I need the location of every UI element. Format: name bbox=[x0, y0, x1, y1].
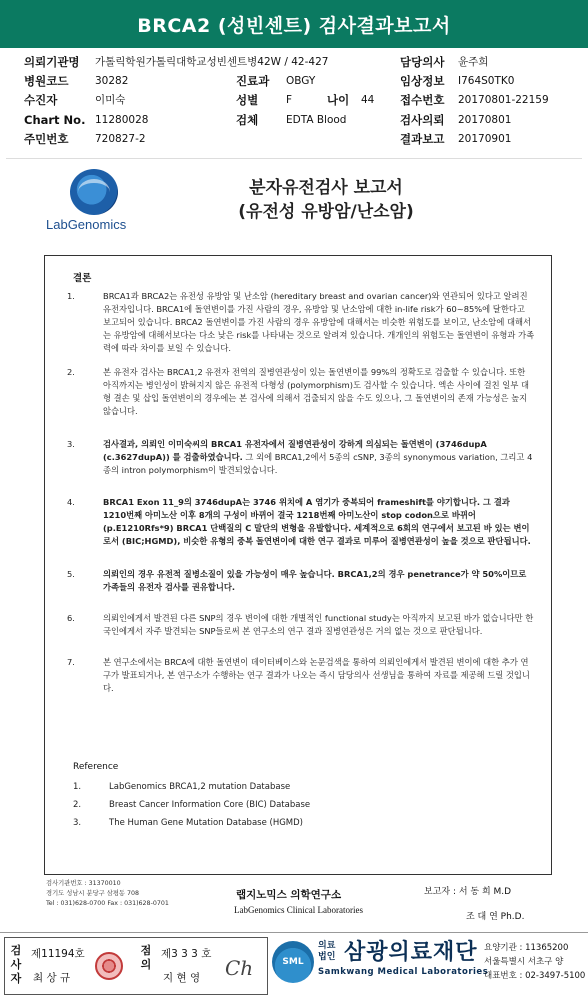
labgenomics-globe-icon bbox=[70, 169, 118, 215]
reporter-line-2: 조 대 연 Ph.D. bbox=[466, 912, 525, 922]
report-doc-subtitle: (유전성 유방암/난소암) bbox=[238, 202, 414, 222]
receipt-value: 20170801-22159 bbox=[458, 93, 549, 106]
reference-text: Breast Cancer Information Core (BIC) Database bbox=[109, 800, 311, 810]
reviewer-name: 지 현 영 bbox=[163, 972, 201, 984]
patient-info-grid bbox=[0, 52, 588, 148]
tester-name: 최 상 규 bbox=[33, 972, 71, 984]
info-row-4 bbox=[0, 110, 588, 129]
reporter-line: 보고자 : 서 동 희 M.D bbox=[424, 887, 512, 897]
report-title-bar bbox=[0, 0, 588, 48]
institution-value: 가톨릭학원가톨릭대학교성빈센트병42W / 42-427 bbox=[95, 56, 329, 68]
item-text: BRCA1과 BRCA2는 유전성 유방암 및 난소암 (hereditary breast and ovarian cancer)와 연관되어 있다고 알려진 유전자입니다. BRCA1에 돌연변이를 가진 사람의 경우, 유방암 및 난소암에 대한 in-life risk가 60~85%에 달한다고 보고되어 있습니다. BRCA2 돌연변이를 가진 사람의 경우 유방암에 대해서는 비슷한 위험도를 보이고, 난소암에 대해서는 유방암에 대해서보다는 다소 낮은 risk를 나타내는 것으로 알려져 있습니다. 개개인의 위험도는 돌연변이 유형과 가족력에 따라 차이를 보일 수 있습니다. bbox=[103, 291, 535, 353]
reference-number: 3. bbox=[73, 818, 82, 828]
patient-value: 이미숙 bbox=[95, 94, 126, 106]
item-text-bold: BRCA1 Exon 11_9의 3746dupA는 3746 위치에 A 염기가 중복되어 frameshift를 야기합니다. 그 결과 1210번째 아미노산 이후 8개의 구성이 바뀌어 결국 1218번째 아미노산이 stop codon으로 바뀌어 (p.E1210Rfs*9) BRCA1 단백질의 C 말단의 변형을 유발합니다. 세계적으로 6회의 연구에서 보고된 바 있는 변이로서 (BIC;HGMD), 비슷한 유형의 중복 돌연변이에 대한 연구 결과로 미루어 질병연관성이 높을 것으로 판단됩니다. bbox=[103, 497, 531, 546]
item-text: 본 유전자 검사는 BRCA1,2 유전자 전역의 질병연관성이 있는 돌연변이를 99%의 정확도로 검출할 수 있습니다. 또한 아직까지는 병인성이 밝혀지지 않은 유전적 다형성 (polymorphism)도 검사할 수 있습니다. 엑손 사이에 걸친 일부 대형 결손 및 삽입 돌연변이의 경우에는 본 검사에 의해서 검출되지 않을 수도 있으나, 그 돌연변이의 존재 가능성은 높지 않습니다. bbox=[103, 367, 529, 416]
footer bbox=[0, 932, 588, 1000]
scanned-report bbox=[6, 158, 582, 926]
org-type-line-1: 의료 bbox=[318, 941, 336, 951]
item-text-rest: 그 외에 BRCA1,2에서 5종의 cSNP, 3종의 synonymous variation, 그리고 4종의 intron polymorphism이 발견되었습니다. bbox=[103, 452, 533, 475]
org-type-label bbox=[318, 941, 335, 963]
reference-text: The Human Gene Mutation Database (HGMD) bbox=[109, 818, 303, 828]
report-title: BRCA2 (성빈센트) 검사결과보고서 bbox=[137, 14, 451, 37]
lab-name-korean: 랩지노믹스 의학연구소 bbox=[236, 889, 342, 901]
reviewer-vertical-label: 점의 bbox=[140, 944, 152, 971]
info-row-5 bbox=[0, 129, 588, 148]
hospital-code-label: 병원코드 bbox=[24, 73, 69, 88]
request-label: 검사의뢰 bbox=[400, 112, 445, 127]
specimen-label: 검체 bbox=[236, 112, 259, 127]
item-text-bold: 의뢰인의 경우 유전적 질병소질이 있을 가능성이 매우 높습니다. BRCA1,2의 경우 penetrance가 약 50%이므로 가족들의 유전자 검사를 권유합니다. bbox=[103, 569, 527, 592]
lab-address: 경기도 성남시 분당구 삼평동 708 bbox=[46, 890, 140, 897]
chart-value: 11280028 bbox=[95, 113, 149, 126]
result-value: 20170901 bbox=[458, 132, 512, 145]
reference-text: LabGenomics BRCA1,2 mutation Database bbox=[109, 782, 291, 792]
item-number: 2. bbox=[67, 367, 75, 377]
item-text-bold: 검사결과, 의뢰인 이미숙씨의 BRCA1 유전자에서 질병연관성이 강하게 의심되는 돌연변이 (3746dupA (c.3627dupA)) 를 검출하였습니다. bbox=[103, 439, 487, 462]
item-text bbox=[103, 568, 535, 594]
item-text: 의뢰인에게서 발견된 다른 SNP의 경우 변이에 대한 개별적인 functional study는 아직까지 보고된 바가 없습니다만 한국인에게서 자주 발견되는 SNP들로써 본 연구소의 연구 결과 질병연관성은 거의 없는 것으로 판단됩니다. bbox=[103, 613, 534, 636]
chart-label: Chart No. bbox=[24, 112, 86, 127]
reviewer-signature: Ch bbox=[225, 956, 254, 980]
item-text: 본 연구소에서는 BRCA에 대한 돌연변이 데이터베이스와 논문검색을 통하여 의뢰인에게서 발견된 변이에 대한 추가 연구가 발표되거나, 본 연구소가 수행하는 연구 결과가 나오는 즉시 담당의사 선생님을 통하여 자료를 제공해 드릴 것입니다. bbox=[103, 657, 530, 693]
sex-value: F bbox=[286, 93, 293, 106]
tester-license: 제11194호 bbox=[31, 948, 85, 960]
item-number: 7. bbox=[67, 657, 75, 667]
hospital-code-value: 30282 bbox=[95, 74, 129, 87]
dept-label: 진료과 bbox=[236, 73, 270, 88]
org-name-english: Samkwang Medical Laboratories bbox=[318, 967, 489, 977]
sml-logo-icon bbox=[272, 941, 314, 983]
result-label: 결과보고 bbox=[400, 131, 445, 146]
info-row-3 bbox=[0, 90, 588, 109]
specimen-value: EDTA Blood bbox=[286, 113, 347, 126]
sml-logo-text: SML bbox=[282, 957, 304, 967]
tester-seal-icon bbox=[95, 952, 123, 980]
doctor-label: 담당의사 bbox=[400, 54, 445, 69]
labgenomics-logo bbox=[46, 169, 156, 232]
item-text bbox=[103, 438, 535, 477]
item-number: 1. bbox=[67, 291, 75, 301]
id-label: 주민번호 bbox=[24, 131, 69, 146]
reviewer-license: 제3 3 3 호 bbox=[161, 948, 212, 960]
lab-phone: Tel : 031)628-0700 Fax : 031)628-0701 bbox=[46, 900, 169, 907]
clinical-value: I764S0TK0 bbox=[458, 74, 515, 87]
reference-heading: Reference bbox=[73, 762, 119, 772]
item-number: 6. bbox=[67, 613, 75, 623]
report-body-box bbox=[44, 255, 552, 875]
org-type-line-2: 법인 bbox=[318, 952, 336, 962]
reference-number: 1. bbox=[73, 782, 82, 792]
info-row-2 bbox=[0, 71, 588, 90]
item-number: 5. bbox=[67, 569, 75, 579]
doctor-value: 윤주희 bbox=[458, 56, 489, 68]
age-value: 44 bbox=[361, 93, 375, 106]
sex-label: 성별 bbox=[236, 92, 259, 107]
org-phone: 대표번호 : 02-3497-5100 bbox=[484, 971, 586, 981]
age-label: 나이 bbox=[327, 92, 350, 107]
report-doc-title: 분자유전검사 보고서 bbox=[249, 178, 403, 198]
conclusion-heading: 결론 bbox=[73, 273, 92, 284]
item-text bbox=[103, 496, 535, 548]
lab-contact-block bbox=[46, 879, 169, 909]
item-number: 3. bbox=[67, 439, 75, 449]
info-row-1 bbox=[0, 52, 588, 71]
labgenomics-logo-text: LabGenomics bbox=[46, 217, 127, 232]
lab-license: 검사기관번호 : 31370010 bbox=[46, 880, 121, 887]
receipt-label: 접수번호 bbox=[400, 92, 445, 107]
institution-label: 의뢰기관명 bbox=[24, 54, 80, 69]
id-value: 720827-2 bbox=[95, 132, 146, 145]
org-name: 삼광의료재단 bbox=[344, 940, 478, 965]
signature-box bbox=[4, 937, 268, 995]
dept-value: OBGY bbox=[286, 74, 316, 87]
item-number: 4. bbox=[67, 497, 75, 507]
org-code: 요양기관 : 11365200 bbox=[484, 943, 569, 953]
tester-vertical-label: 검사자 bbox=[10, 944, 22, 985]
request-value: 20170801 bbox=[458, 113, 512, 126]
lab-name-english: LabGenomics Clinical Laboratories bbox=[234, 905, 363, 915]
org-address: 서울특별시 서초구 양 bbox=[484, 957, 564, 967]
patient-label: 수진자 bbox=[24, 92, 58, 107]
clinical-label: 임상정보 bbox=[400, 73, 445, 88]
reference-number: 2. bbox=[73, 800, 82, 810]
